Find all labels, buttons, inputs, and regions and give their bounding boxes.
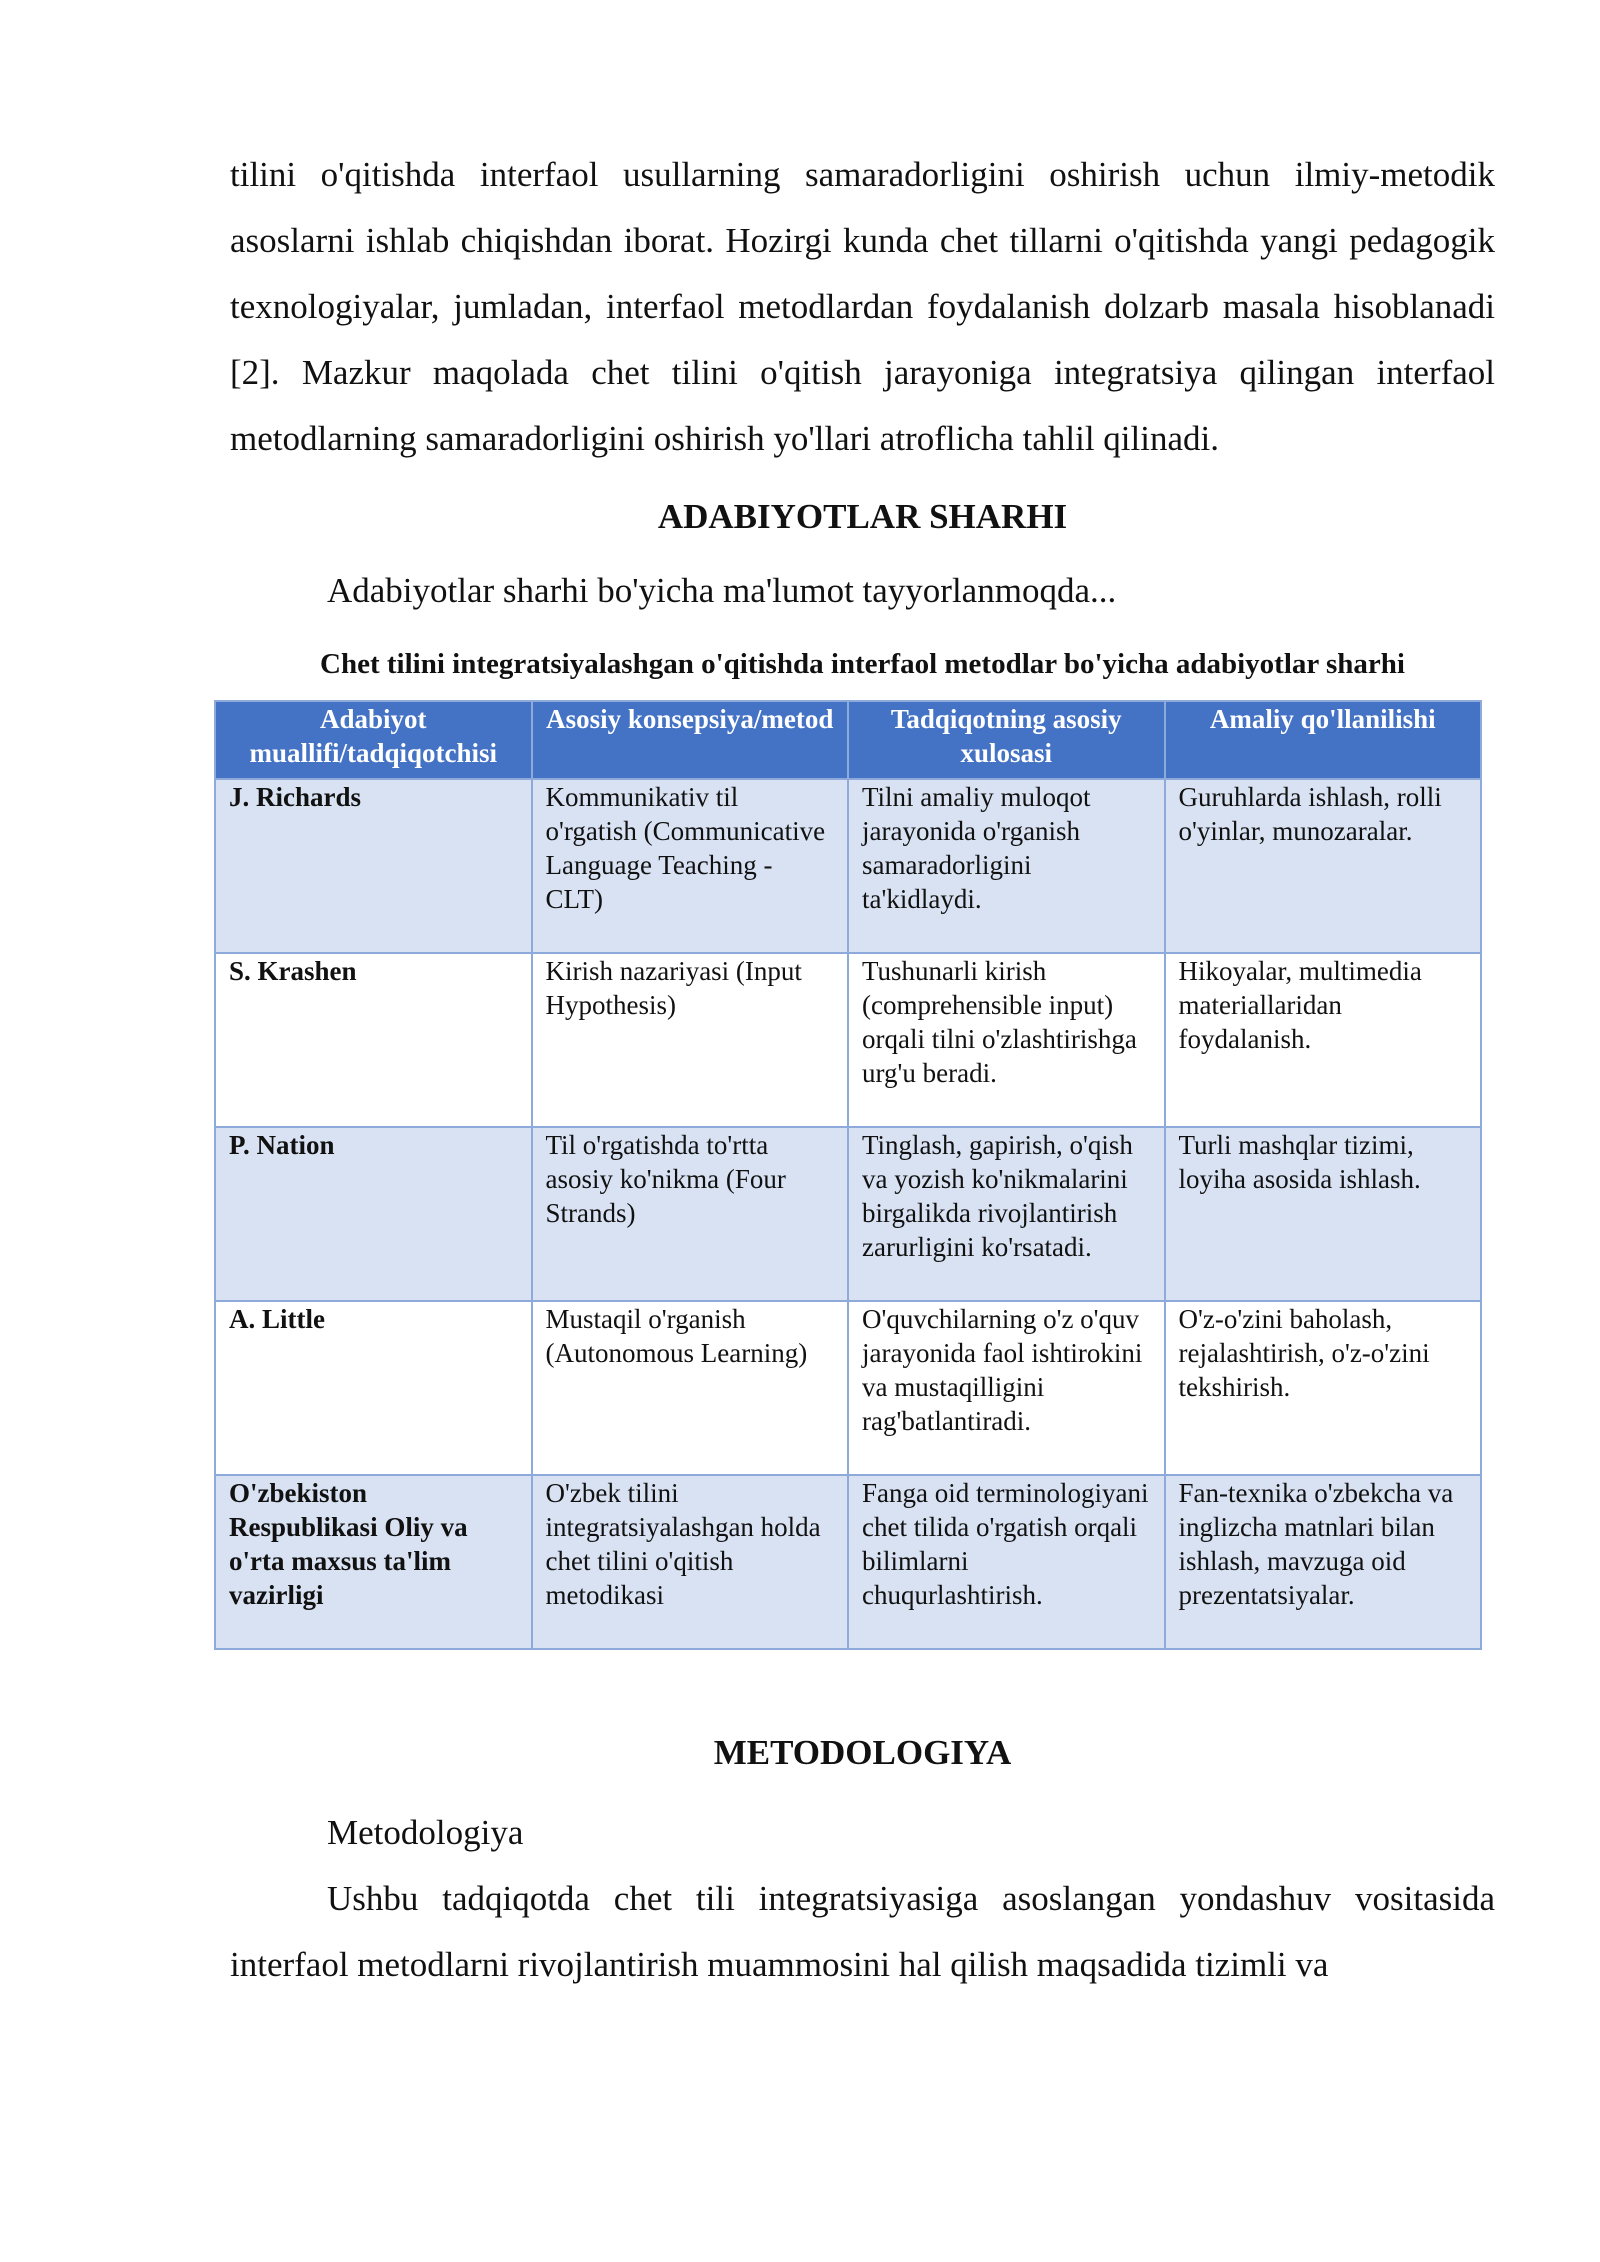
application-cell: Turli mashqlar tizimi, loyiha asosida ishlash. — [1165, 1127, 1482, 1301]
application-cell: O'z-o'zini baholash, rejalashtirish, o'z-o'zini tekshirish. — [1165, 1301, 1482, 1475]
author-cell: A. Little — [215, 1301, 532, 1475]
column-header-author: Adabiyot muallifi/tadqiqotchisi — [215, 701, 532, 779]
table-header-row — [215, 701, 1481, 779]
conclusion-cell: O'quvchilarning o'z o'quv jarayonida faol ishtirokini va mustaqilligini rag'batlantiradi. — [848, 1301, 1165, 1475]
table-row — [215, 779, 1481, 953]
conclusion-cell: Tushunarli kirish (comprehensible input) orqali tilni o'zlashtirishga urg'u beradi. — [848, 953, 1165, 1127]
application-cell: Fan-texnika o'zbekcha va inglizcha matnlari bilan ishlash, mavzuga oid prezentatsiyalar. — [1165, 1475, 1482, 1649]
methodology-paragraph: Ushbu tadqiqotda chet tili integratsiyasiga asoslangan yondashuv vositasida interfaol metodlarni rivojlantirish muammosini hal qilish maqsadida tizimli va — [230, 1879, 1495, 1984]
table-row — [215, 1301, 1481, 1475]
table-row — [215, 953, 1481, 1127]
author-cell: P. Nation — [215, 1127, 532, 1301]
table-row — [215, 1475, 1481, 1649]
concept-cell: Mustaqil o'rganish (Autonomous Learning) — [532, 1301, 849, 1475]
methodology-subheading: Metodologiya — [327, 1813, 524, 1852]
document-page — [230, 142, 1495, 1998]
conclusion-cell: Tinglash, gapirish, o'qish va yozish ko'nikmalarini birgalikda rivojlantirish zarurligini ko'rsatadi. — [848, 1127, 1165, 1301]
table-row — [215, 1127, 1481, 1301]
literature-heading: ADABIYOTLAR SHARHI — [657, 497, 1068, 536]
table-caption: Chet tilini integratsiyalashgan o'qitishda interfaol metodlar bo'yicha adabiyotlar sharhi — [320, 648, 1405, 680]
concept-cell: Kommunikativ til o'rgatish (Communicative Language Teaching - CLT) — [532, 779, 849, 953]
methodology-heading: METODOLOGIYA — [713, 1733, 1012, 1772]
concept-cell: O'zbek tilini integratsiyalashgan holda chet tilini o'qitish metodikasi — [532, 1475, 849, 1649]
application-cell: Hikoyalar, multimedia materiallaridan foydalanish. — [1165, 953, 1482, 1127]
author-cell: S. Krashen — [215, 953, 532, 1127]
intro-paragraph: tilini o'qitishda interfaol usullarning samaradorligini oshirish uchun ilmiy-metodik asoslarni ishlab chiqishdan iborat. Hozirgi kunda chet tillarni o'qitishda yangi pedagogik texnologiyalar, jumladan, interfaol metodlardan foydalanish dolzarb masala hisoblanadi [2]. Mazkur maqolada chet tilini o'qitish jarayoniga integratsiya qilingan interfaol metodlarning samaradorligini oshirish yo'llari atroflicha tahlil qilinadi. — [230, 155, 1495, 458]
conclusion-cell: Tilni amaliy muloqot jarayonida o'rganish samaradorligini ta'kidlaydi. — [848, 779, 1165, 953]
author-cell: O'zbekiston Respublikasi Oliy va o'rta maxsus ta'lim vazirligi — [215, 1475, 532, 1649]
column-header-concept: Asosiy konsepsiya/metod — [532, 701, 849, 779]
literature-paragraph: Adabiyotlar sharhi bo'yicha ma'lumot tayyorlanmoqda... — [327, 571, 1117, 610]
application-cell: Guruhlarda ishlash, rolli o'yinlar, munozaralar. — [1165, 779, 1482, 953]
conclusion-cell: Fanga oid terminologiyani chet tilida o'rgatish orqali bilimlarni chuqurlashtirish. — [848, 1475, 1165, 1649]
literature-table — [214, 700, 1482, 1650]
concept-cell: Til o'rgatishda to'rtta asosiy ko'nikma (Four Strands) — [532, 1127, 849, 1301]
concept-cell: Kirish nazariyasi (Input Hypothesis) — [532, 953, 849, 1127]
column-header-application: Amaliy qo'llanilishi — [1165, 701, 1482, 779]
column-header-conclusion: Tadqiqotning asosiy xulosasi — [848, 701, 1165, 779]
author-cell: J. Richards — [215, 779, 532, 953]
